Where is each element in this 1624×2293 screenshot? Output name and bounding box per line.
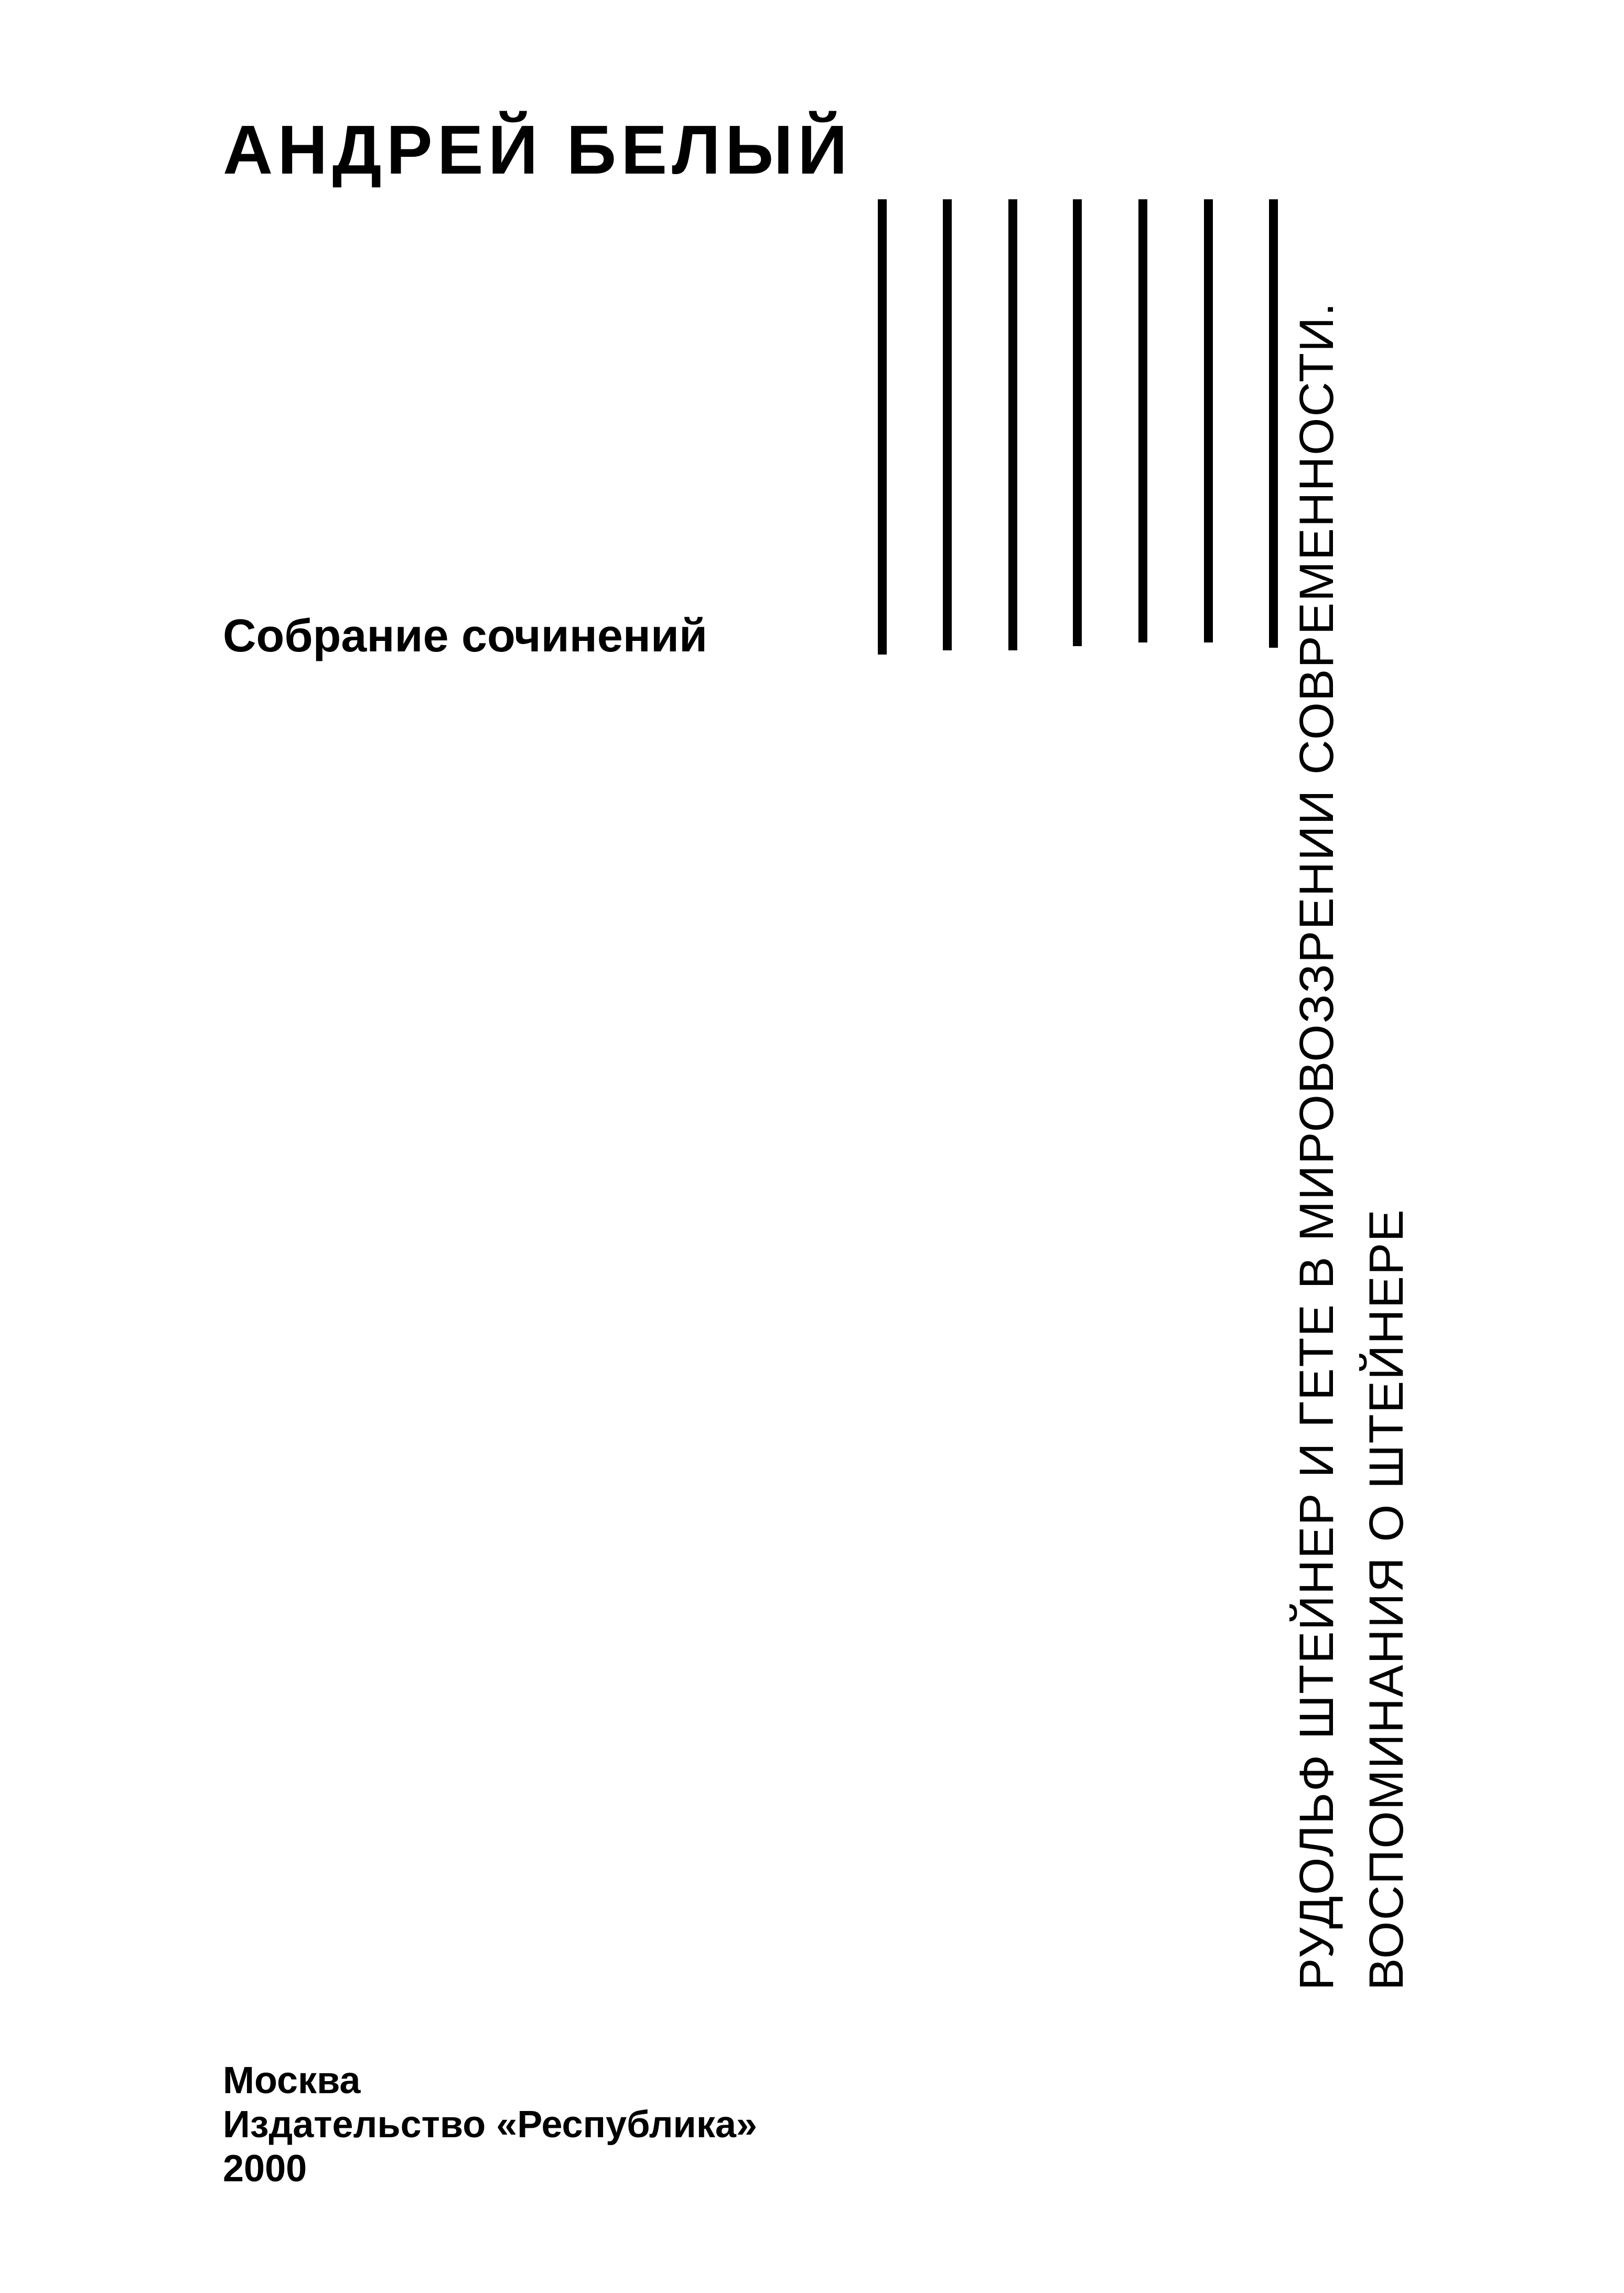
author-name: АНДРЕЙ БЕЛЫЙ: [223, 111, 852, 188]
vertical-bar: [1204, 199, 1213, 642]
vertical-bar: [1269, 199, 1278, 648]
vertical-bar: [1073, 199, 1082, 646]
book-title-line-1: РУДОЛЬФ ШТЕЙНЕР И ГЕТЕ В МИРОВОЗЗРЕНИИ СОВРЕМЕННОСТИ.: [1290, 302, 1343, 1990]
vertical-bar: [878, 199, 887, 655]
series-title: Собрание сочинений: [223, 609, 708, 661]
imprint-block: [223, 2059, 757, 2191]
imprint-year: 2000: [223, 2148, 307, 2190]
imprint-city: Москва: [223, 2060, 361, 2102]
imprint-publisher: Издательство «Республика»: [223, 2104, 757, 2146]
vertical-bar: [1138, 199, 1147, 642]
vertical-bar: [1008, 199, 1017, 650]
book-title-line-2: ВОСПОМИНАНИЯ О ШТЕЙНЕРЕ: [1360, 1208, 1413, 1990]
vertical-bar: [943, 199, 952, 650]
